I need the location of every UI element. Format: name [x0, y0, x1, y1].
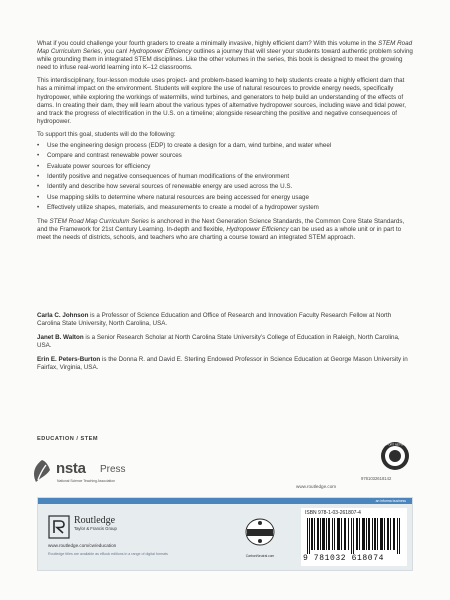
carbon-neutral-badge-icon — [241, 516, 279, 556]
nsta-leaf-icon — [30, 458, 54, 486]
barcode-area — [301, 508, 407, 566]
routledge-name: Routledge — [74, 515, 116, 526]
intro-paragraph-2: This interdisciplinary, four-lesson module uses project- and problem-based learning to help students create a highly efficient dam that has a minimal impact on the environment. Students will explore the use of natural resources to provide energy needs, specifically hydropower, while exploring the workings of watermills, wind turbines, and generators to help build an understanding of the effects of dams. In creating their dam, they will learn about the various types of alternative hydropower sources, including wave and tidal power, and track the progress of electrification in the U.S. on a timeline; alongside researching the positive and negative consequences of hydropower. — [37, 77, 406, 125]
barcode-graphic — [305, 518, 403, 554]
list-item: • Use mapping skills to determine where natural resources are being accessed for energy usage — [37, 193, 413, 203]
list-item: • Use the engineering design process (EDP) to create a design for a dam, wind turbine, and water wheel — [37, 141, 413, 151]
routledge-logo-icon — [48, 515, 70, 539]
isbn-small: 9781032618142 — [361, 476, 392, 481]
band-strip — [38, 498, 412, 504]
ebook-note: Routledge titles are available as eBook editions in a range of digital formats — [48, 552, 168, 556]
cover-description — [37, 40, 413, 247]
author-bio: Janet B. Walton is a Senior Research Scholar at North Carolina State University’s College of Education in Raleigh, North Carolina, USA. — [37, 334, 400, 350]
author-bio: Erin E. Peters-Burton is the Donna R. and David E. Sterling Endowed Professor in Science Education at George Mason University in Fairfax, Virginia, USA. — [37, 356, 408, 372]
publisher-band — [37, 497, 413, 571]
list-item: • Compare and contrast renewable power sources — [37, 151, 413, 161]
routledge-url: www.routledge.com/cw/education — [48, 543, 117, 548]
author-bios — [37, 312, 413, 379]
support-network-seal-icon — [380, 441, 410, 471]
seal-text: SUPPORT NETWORK — [380, 442, 410, 447]
informa-tagline: an informa business — [375, 499, 406, 503]
author-bio: Carla C. Johnson is a Professor of Science Education and Office of Research and Innovation Faculty Research Fellow at North Carolina State University, North Carolina, USA. — [37, 312, 392, 328]
nsta-subtitle: National Science Teaching Association — [57, 479, 115, 483]
list-item: • Evaluate power sources for efficiency — [37, 162, 413, 172]
list-item: • Identify and describe how several sources of renewable energy are used across the U.S. — [37, 182, 413, 192]
barcode-digits: 9 781032 618074 — [303, 554, 385, 563]
list-item: • Identify positive and negative consequences of human modifications of the environment — [37, 172, 413, 182]
routledge-url-top: www.routledge.com — [296, 484, 337, 489]
nsta-press-label: Press — [100, 464, 126, 475]
isbn-label: ISBN 978-1-03-261807-4 — [305, 510, 361, 516]
subject-category: EDUCATION / STEM — [37, 436, 99, 442]
intro-paragraph-3: To support this goal, students will do the following: — [37, 130, 176, 138]
nsta-wordmark: nsta — [56, 460, 86, 477]
intro-paragraph-1: What if you could challenge your fourth graders to create a minimally invasive, highly efficient dam? With this volume in the STEM Road Map Curriculum Series, you can! Hydropower Efficiency outlines a journey that will steer your students toward authentic problem solving while grounding them in integrated STEM disciplines. Like the other volumes in the series, this book is designed to meet the growing need to infuse real-world learning into K–12 classrooms. — [37, 40, 413, 72]
carbon-neutral-text: CarbonNeutral.com — [245, 554, 275, 558]
list-item: • Effectively utilize shapes, materials, and measurements to create a model of a hydropower system — [37, 203, 413, 213]
intro-paragraph-4: The STEM Road Map Curriculum Series is anchored in the Next Generation Science Standards, the Common Core State Standards, and the Framework for 21st Century Learning. In-depth and flexible, Hydropower Efficiency can be used as a whole unit or in part to meet the needs of districts, schools, and teachers who are charting a course toward an integrated STEM approach. — [37, 218, 405, 242]
routledge-group: Taylor & Francis Group — [74, 526, 117, 531]
goals-list — [37, 141, 413, 213]
nsta-press-logo — [30, 458, 140, 488]
